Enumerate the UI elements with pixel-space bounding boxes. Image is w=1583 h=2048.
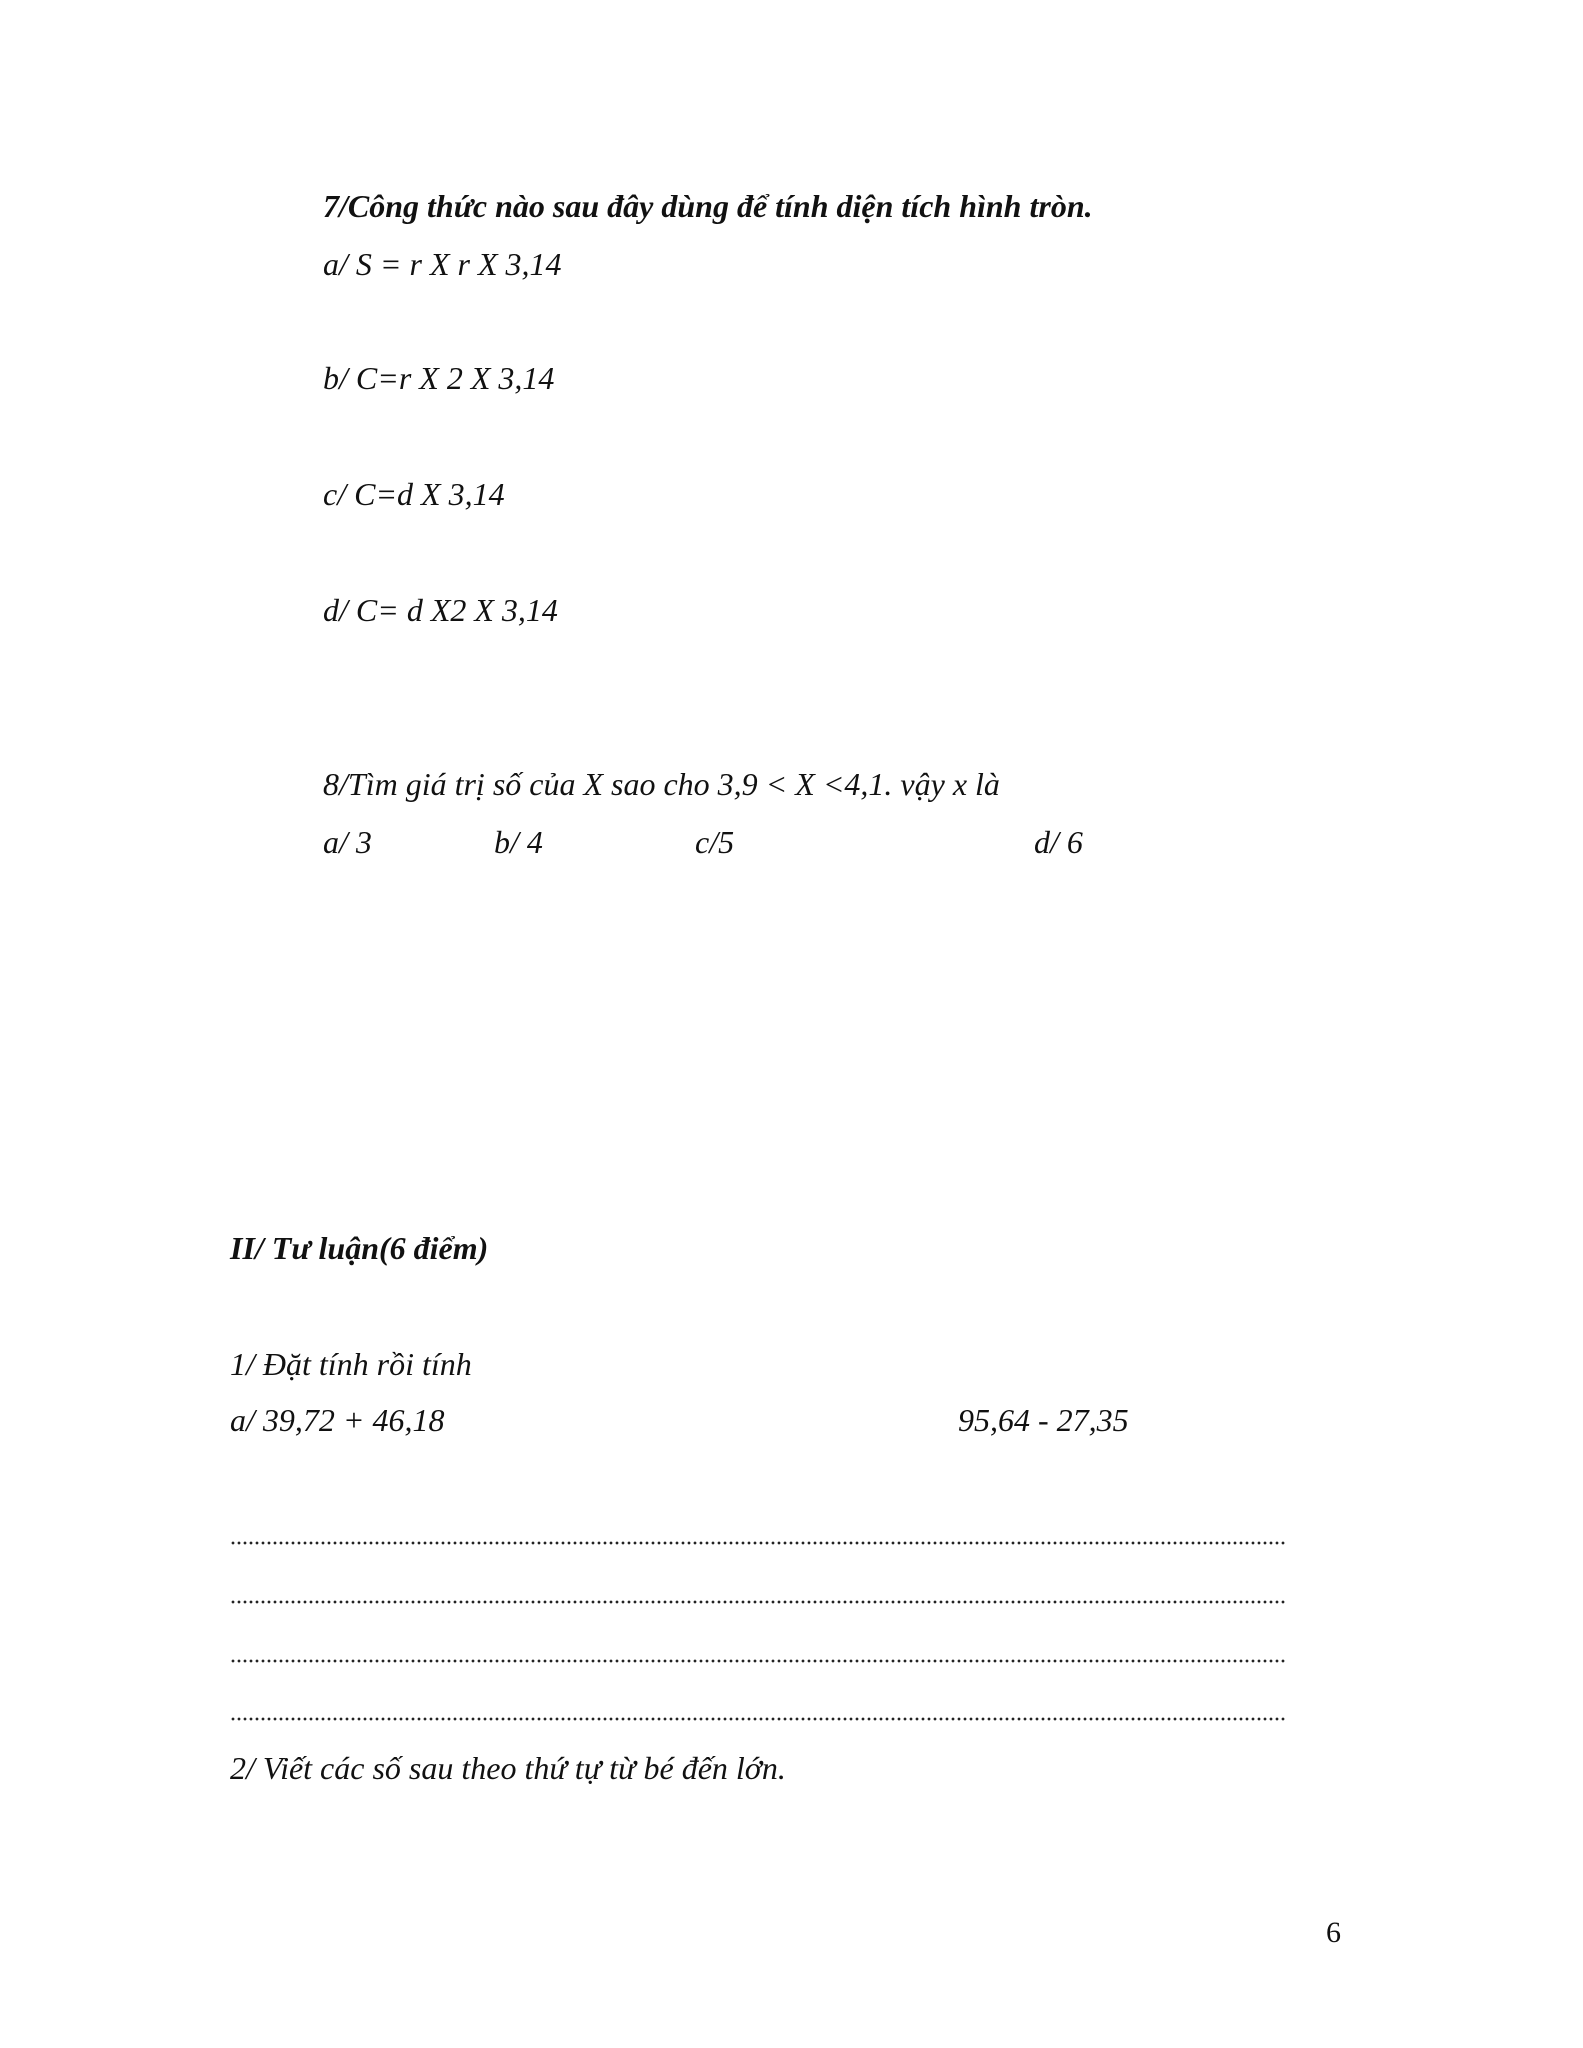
q7-option-a: a/ S = r X r X 3,14 [323, 246, 562, 282]
q8-option-d: d/ 6 [1034, 824, 1083, 860]
q7-option-c: c/ C=d X 3,14 [323, 476, 505, 512]
q7-option-d: d/ C= d X2 X 3,14 [323, 592, 558, 628]
q8-question: 8/Tìm giá trị số của X sao cho 3,9 < X <4,1. vậy x là [323, 766, 1000, 802]
answer-dotted-line [230, 1659, 1285, 1663]
problem1-expression-a: a/ 39,72 + 46,18 [230, 1402, 445, 1438]
page-number: 6 [1326, 1916, 1341, 1949]
q7-question: 7/Công thức nào sau đây dùng để tính diện tích hình tròn. [323, 188, 1093, 224]
problem1-title: 1/ Đặt tính rồi tính [230, 1346, 472, 1382]
answer-dotted-line [230, 1600, 1285, 1604]
q8-option-c: c/5 [695, 824, 735, 860]
problem2-title: 2/ Viết các số sau theo thứ tự từ bé đến lớn. [230, 1750, 786, 1786]
problem1-expression-b: 95,64 - 27,35 [958, 1402, 1129, 1438]
answer-dotted-line [230, 1541, 1285, 1545]
q7-option-b: b/ C=r X 2 X 3,14 [323, 360, 555, 396]
answer-dotted-line [230, 1717, 1285, 1721]
q8-option-b: b/ 4 [494, 824, 543, 860]
q8-option-a: a/ 3 [323, 824, 372, 860]
section-heading: II/ Tư luận(6 điểm) [230, 1230, 489, 1266]
